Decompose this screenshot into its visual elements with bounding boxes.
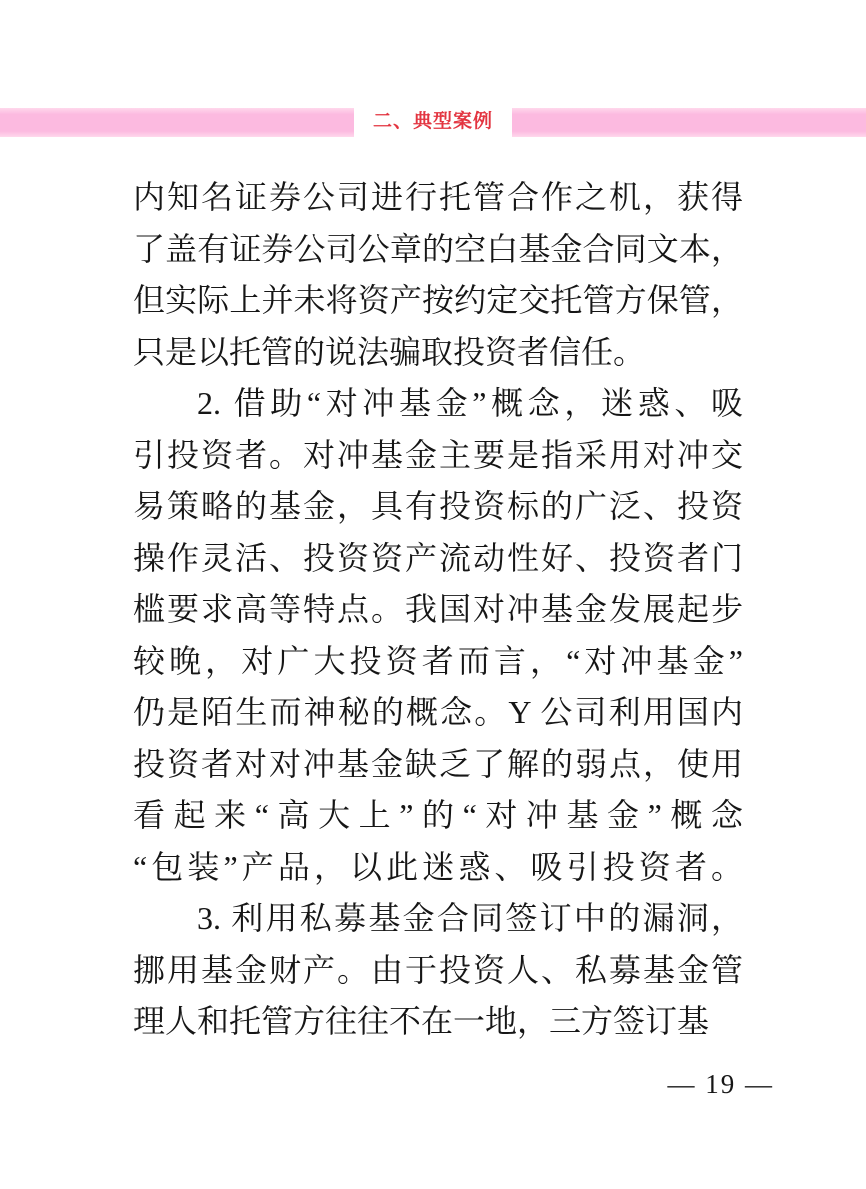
body-text-line: 操作灵活、投资资产流动性好、投资者门: [133, 539, 743, 576]
body-text-line: 了盖有证券公司公章的空白基金合同文本，: [133, 230, 743, 267]
page-header-title: 二、典型案例: [372, 110, 493, 132]
body-text-block: [133, 172, 743, 1048]
body-text-line: 槛要求高等特点。我国对冲基金发展起步: [133, 591, 743, 627]
body-text-line: “包装”产品，以此迷惑、吸引投资者。: [133, 848, 743, 885]
body-text-line: 内知名证券公司进行托管合作之机，获得: [133, 179, 743, 215]
body-text-line: 挪用基金财产。由于投资人、私募基金管: [133, 951, 743, 988]
body-text-line: 3. 利用私募基金合同签订中的漏洞，: [197, 900, 743, 936]
body-text-line: 2. 借助“对冲基金”概念，迷惑、吸: [197, 385, 743, 421]
body-text-line: 引投资者。对冲基金主要是指采用对冲交: [133, 436, 743, 473]
body-text-line: 仍是陌生而神秘的概念。Y 公司利用国内: [133, 694, 743, 730]
body-text-line: 但实际上并未将资产按约定交托管方保管，: [133, 282, 743, 318]
body-text-line: 易策略的基金，具有投资标的广泛、投资: [133, 488, 743, 524]
body-text-line: 较晚，对广大投资者而言，“对冲基金”: [133, 642, 743, 679]
body-text-line: 理人和托管方往往不在一地，三方签订基: [133, 1003, 710, 1039]
page-number: — 19 —: [667, 1069, 774, 1099]
body-text-line: 只是以托管的说法骗取投资者信任。: [133, 333, 646, 370]
header-title-box: [354, 97, 512, 141]
body-text-line: 投资者对对冲基金缺乏了解的弱点，使用: [133, 745, 743, 782]
body-text-line: 看起来“高大上”的“对冲基金”概念: [133, 797, 743, 833]
